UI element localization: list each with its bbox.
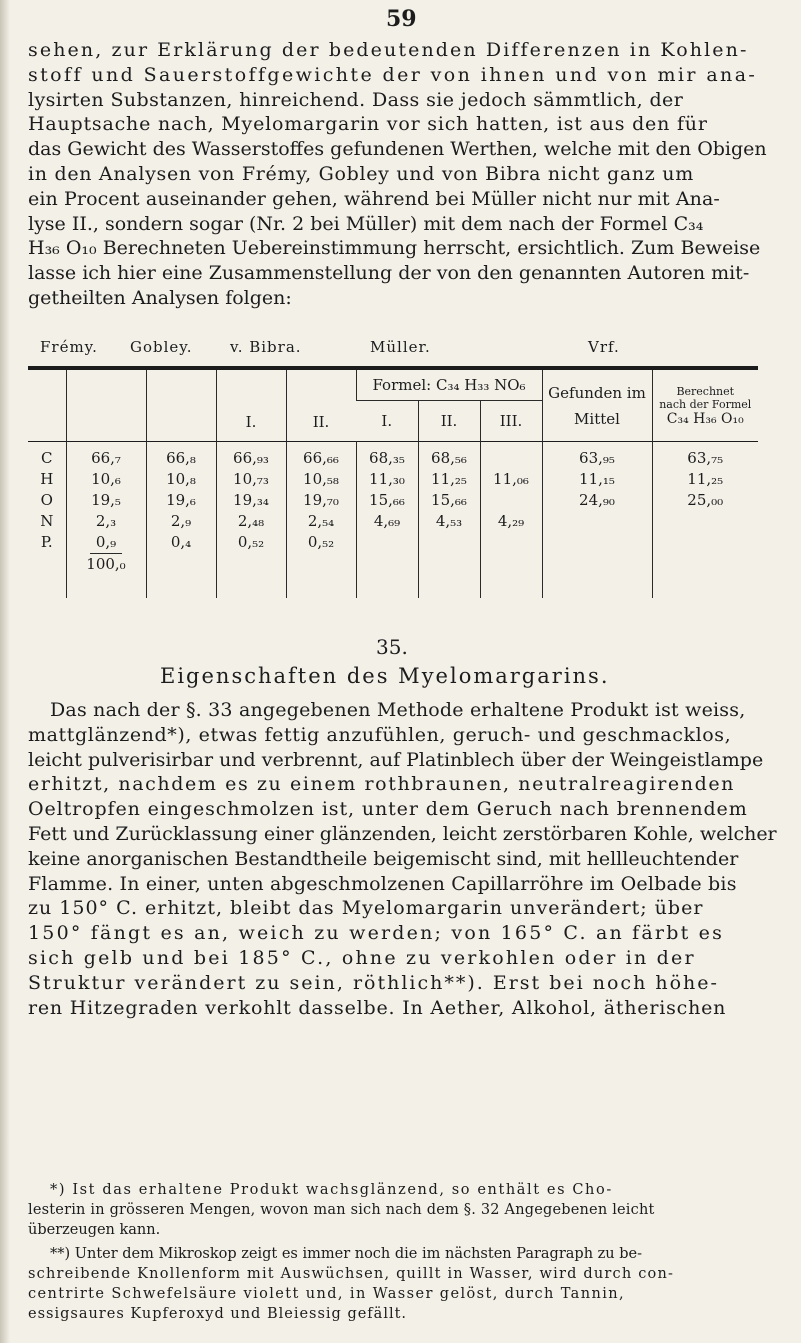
text-line: keine anorganischen Bestandtheile beigemischt sind, mit hellleuchtender xyxy=(28,847,739,870)
table-author-row xyxy=(40,338,760,360)
value-cell: 4,₅₃ xyxy=(435,512,463,530)
header-formel-2: II. xyxy=(418,401,480,442)
header-berechnet-formula: C₃₄ H₃₆ O₁₀ xyxy=(666,410,744,427)
col-gefunden xyxy=(542,442,652,599)
text-line: H₃₆ O₁₀ Berechneten Uebereinstimmung herrscht, ersichtlich. Zum Beweise xyxy=(28,237,761,260)
table-row xyxy=(28,442,758,599)
author-vrf: Vrf. xyxy=(588,338,620,356)
page-edge-shadow xyxy=(0,0,10,1343)
text-line: Fett und Zurücklassung einer glänzenden, leicht zerstörbaren Kohle, welcher xyxy=(28,822,777,845)
element-cell: P. xyxy=(40,533,53,551)
header-gefunden: Gefunden im Mittel xyxy=(542,368,652,442)
footnote-line: *) Ist das erhaltene Produkt wachsglänzend, so enthält es Cho- xyxy=(50,1182,613,1198)
header-bibra-2: II. xyxy=(286,368,356,442)
value-cell: 66,₆₆ xyxy=(303,449,339,467)
text-line: sich gelb und bei 185° C., ohne zu verkohlen oder in der xyxy=(28,946,696,969)
value-cell: 11,₁₅ xyxy=(579,470,615,488)
value-cell: 19,₇₀ xyxy=(303,491,339,509)
section-title: Eigenschaften des Myelomargarins. xyxy=(160,664,610,688)
footnote-line: centrirte Schwefelsäure violett und, in Wasser gelöst, durch Tannin, xyxy=(28,1286,625,1302)
col-bibra-2 xyxy=(286,442,356,599)
value-cell: 15,₆₆ xyxy=(369,491,405,509)
text-line: das Gewicht des Wasserstoffes gefundenen Werthen, welche mit den Obigen xyxy=(28,138,767,161)
text-line: mattglänzend*), etwas fettig anzufühlen, geruch- und geschmacklos, xyxy=(28,723,732,746)
author-gobley: Gobley. xyxy=(130,338,193,356)
value-cell: 11,₂₅ xyxy=(687,470,724,488)
header-cell xyxy=(66,368,146,442)
col-formel-2 xyxy=(418,442,480,599)
header-bibra-1: I. xyxy=(216,368,286,442)
value-cell: 11,₀₆ xyxy=(493,470,529,488)
value-cell: 15,₆₆ xyxy=(431,491,467,509)
text-line: Oeltropfen eingeschmolzen ist, unter dem Geruch nach brennendem xyxy=(28,798,748,821)
value-cell: 10,₅₈ xyxy=(303,470,339,488)
value-cell: 4,₂₉ xyxy=(497,512,525,530)
col-formel-1 xyxy=(356,442,418,599)
value-cell: 2,₅₄ xyxy=(307,512,335,530)
footnote-1 xyxy=(28,1180,778,1240)
text-line: Struktur verändert zu sein, röthlich**). Erst bei noch höhe- xyxy=(28,971,719,994)
value-cell: 63,₉₅ xyxy=(579,449,615,467)
header-berechnet-line: Berechnet xyxy=(676,384,735,398)
value-cell: 66,₈ xyxy=(166,449,196,467)
element-cell: N xyxy=(40,512,54,530)
section-number: 35. xyxy=(376,635,408,659)
sum-cell: 100,₀ xyxy=(86,555,126,573)
value-cell xyxy=(485,448,538,469)
intro-paragraph xyxy=(28,38,778,311)
col-fremy xyxy=(66,442,146,599)
page-number: 59 xyxy=(386,6,417,32)
text-line: ein Procent auseinander gehen, während bei Müller nicht nur mit Ana- xyxy=(28,187,720,210)
value-cell: 66,₉₃ xyxy=(233,449,269,467)
footnote-line: **) Unter dem Mikroskop zeigt es immer noch die im nächsten Paragraph zu be- xyxy=(50,1246,642,1262)
value-cell: 11,₂₅ xyxy=(431,470,467,488)
value-cell: 0,₅₂ xyxy=(307,533,335,551)
element-cell: O xyxy=(40,491,53,509)
analysis-table xyxy=(28,366,758,598)
value-cell: 66,₇ xyxy=(91,449,121,467)
header-formel-3: III. xyxy=(480,401,542,442)
footnote-2 xyxy=(28,1244,778,1324)
value-cell: 0,₄ xyxy=(170,533,192,551)
footnote-line: schreibende Knollenform mit Auswüchsen, quillt in Wasser, wird durch con- xyxy=(28,1266,675,1282)
text-line: sehen, zur Erklärung der bedeutenden Differenzen in Kohlen- xyxy=(28,39,749,61)
value-cell: 0,₉ xyxy=(90,532,122,554)
col-gobley xyxy=(146,442,216,599)
text-line: lyse II., sondern sogar (Nr. 2 bei Müller) mit dem nach der Formel C₃₄ xyxy=(28,212,704,235)
text-line: Hauptsache nach, Myelomargarin vor sich hatten, ist aus den für xyxy=(28,113,708,136)
header-berechnet xyxy=(652,368,758,442)
value-cell: 10,₇₃ xyxy=(233,470,269,488)
col-elements xyxy=(28,442,66,599)
value-cell: 2,₉ xyxy=(170,512,192,530)
value-cell: 19,₅ xyxy=(91,491,121,509)
header-formel: Formel: C₃₄ H₃₃ NO₆ xyxy=(356,368,542,401)
value-cell: 11,₃₀ xyxy=(369,470,405,488)
text-line: in den Analysen von Frémy, Gobley und von Bibra nicht ganz um xyxy=(28,162,694,185)
col-formel-3 xyxy=(480,442,542,599)
value-cell: 19,₆ xyxy=(166,491,196,509)
value-cell: 25,₀₀ xyxy=(687,491,724,509)
text-line: 150° fängt es an, weich zu werden; von 165° C. an färbt es xyxy=(28,922,725,945)
header-formel-1: I. xyxy=(356,401,418,442)
value-cell: 63,₇₅ xyxy=(687,449,724,467)
element-cell: C xyxy=(41,449,53,467)
value-cell: 4,₆₉ xyxy=(373,512,401,530)
value-cell: 2,₄₈ xyxy=(237,512,265,530)
text-line: zu 150° C. erhitzt, bleibt das Myelomargarin unverändert; über xyxy=(28,897,704,920)
text-line: ren Hitzegraden verkohlt dasselbe. In Aether, Alkohol, ätherischen xyxy=(28,996,727,1019)
value-cell: 10,₆ xyxy=(91,470,121,488)
col-berechnet xyxy=(652,442,758,599)
footnote-line: lesterin in grösseren Mengen, wovon man sich nach dem §. 32 Angegebenen leicht xyxy=(28,1202,655,1218)
text-line: erhitzt, nachdem es zu einem rothbraunen, neutralreagirenden xyxy=(28,773,736,796)
value-cell: 68,₅₆ xyxy=(431,449,467,467)
value-cell: 68,₃₅ xyxy=(369,449,405,467)
footnote-line: überzeugen kann. xyxy=(28,1222,161,1238)
text-line: leicht pulverisirbar und verbrennt, auf Platinblech über der Weingeistlampe xyxy=(28,748,764,771)
header-cell xyxy=(146,368,216,442)
text-line: lasse ich hier eine Zusammenstellung der von den genannten Autoren mit- xyxy=(28,262,750,285)
value-cell: 10,₈ xyxy=(166,470,196,488)
value-cell: 2,₃ xyxy=(95,512,117,530)
col-bibra-1 xyxy=(216,442,286,599)
text-line: Das nach der §. 33 angegebenen Methode erhaltene Produkt ist weiss, xyxy=(50,699,746,721)
author-mueller: Müller. xyxy=(370,338,431,356)
value-cell: 0,₅₂ xyxy=(237,533,265,551)
text-line: getheilten Analysen folgen: xyxy=(28,286,292,309)
main-paragraph xyxy=(28,698,778,1020)
value-cell: 19,₃₄ xyxy=(233,491,269,509)
value-cell xyxy=(485,490,538,511)
text-line: lysirten Substanzen, hinreichend. Dass sie jedoch sämmtlich, der xyxy=(28,88,684,111)
author-bibra: v. Bibra. xyxy=(230,338,302,356)
text-line: stoff und Sauerstoffgewichte der von ihnen und von mir ana- xyxy=(28,63,758,86)
text-line: Flamme. In einer, unten abgeschmolzenen Capillarröhre im Oelbade bis xyxy=(28,872,737,895)
header-berechnet-line: nach der Formel xyxy=(659,397,752,411)
element-cell: H xyxy=(40,470,54,488)
footnote-line: essigsaures Kupferoxyd und Bleiessig gefällt. xyxy=(28,1306,408,1322)
author-fremy: Frémy. xyxy=(40,338,98,356)
value-cell: 24,₉₀ xyxy=(579,491,615,509)
header-cell xyxy=(28,368,66,442)
